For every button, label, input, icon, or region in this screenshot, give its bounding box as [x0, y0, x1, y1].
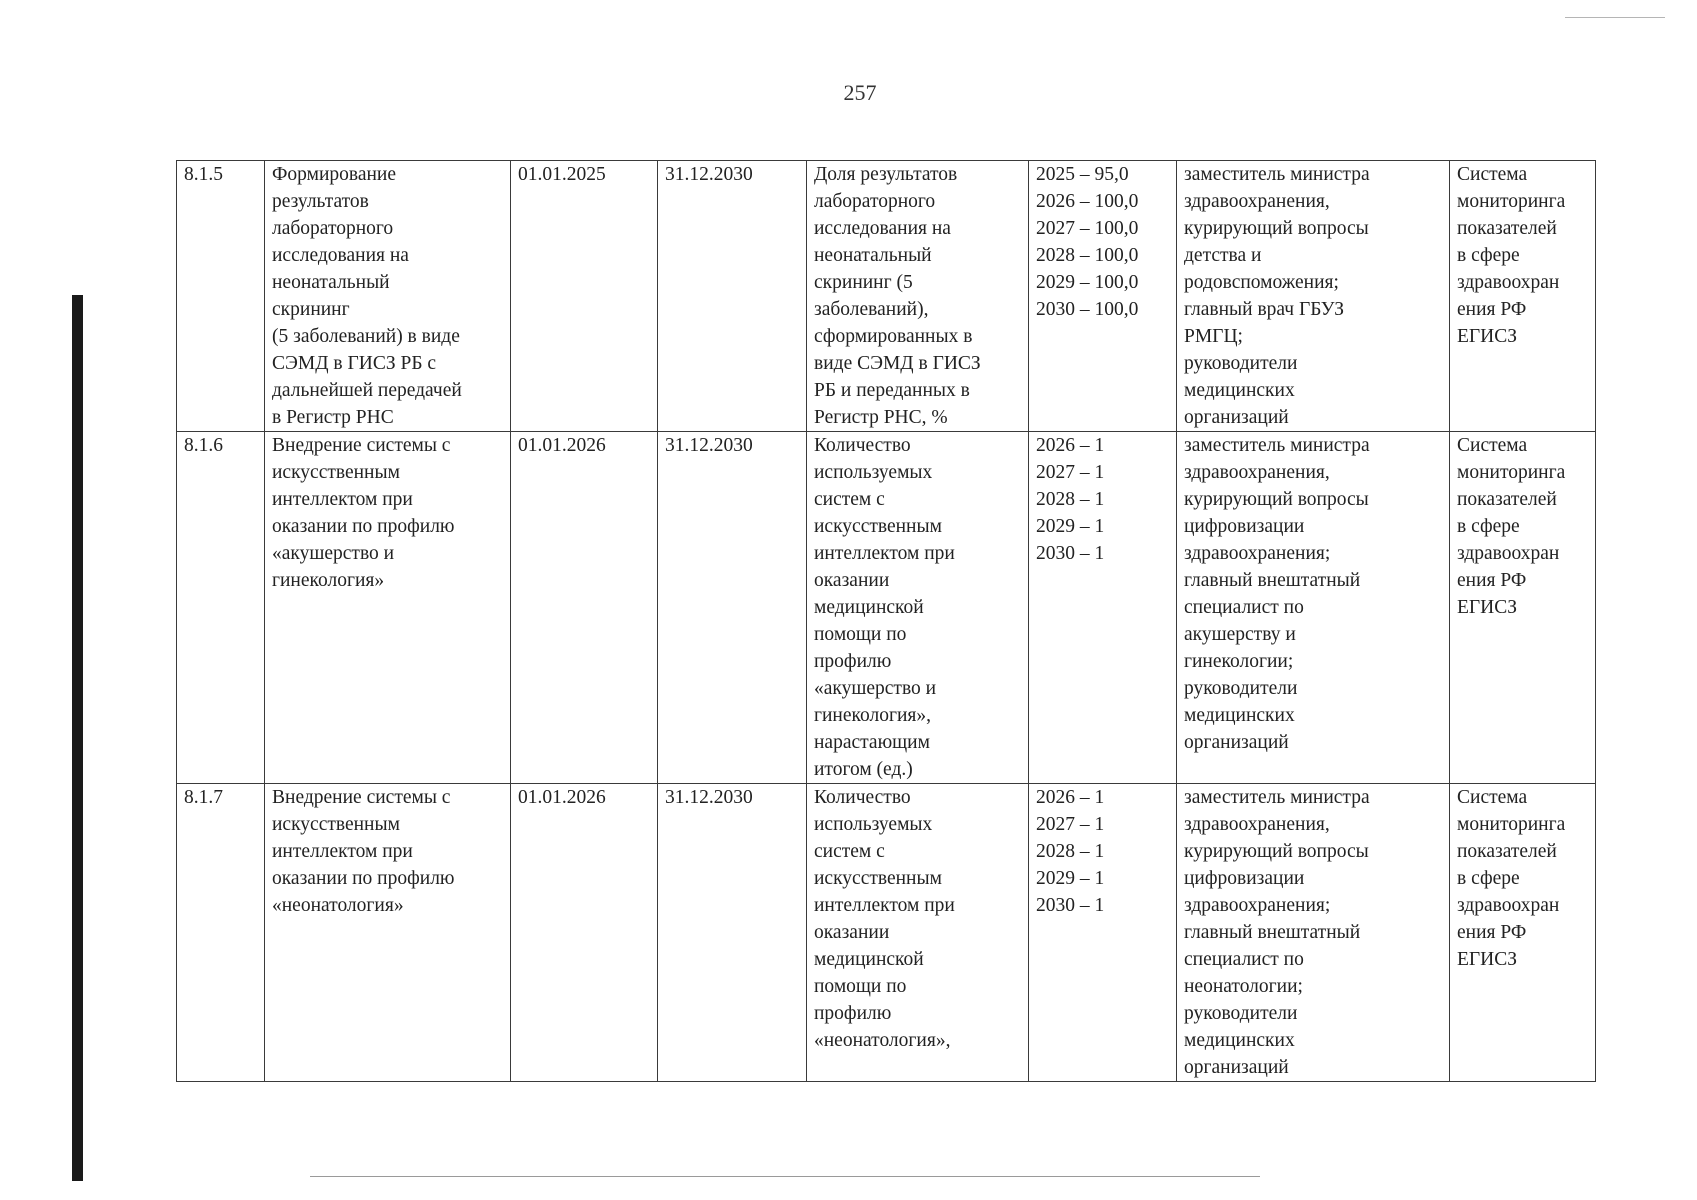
monitoring-system-cell: Система мониторинга показателей в сфере здравоохран ения РФ ЕГИСЗ: [1450, 432, 1596, 784]
indicator-cell: Количество используемых систем с искусственным интеллектом при оказании медицинской помощи по профилю «акушерство и гинекология», нарастающим итогом (ед.): [807, 432, 1029, 784]
table-row: [177, 784, 1596, 1082]
indicator-cell: Доля результатов лабораторного исследования на неонатальный скрининг (5 заболеваний), сформированных в виде СЭМД в ГИСЗ РБ и переданных в Регистр РНС, %: [807, 161, 1029, 432]
scan-artifact-line: [1565, 17, 1665, 18]
indicator-cell: Количество используемых систем с искусственным интеллектом при оказании медицинской помощи по профилю «неонатология»,: [807, 784, 1029, 1082]
table-row: [177, 432, 1596, 784]
end-date-cell: 31.12.2030: [658, 161, 807, 432]
end-date-cell: 31.12.2030: [658, 784, 807, 1082]
responsible-cell: заместитель министра здравоохранения, курирующий вопросы детства и родовспоможения; главный врач ГБУЗ РМГЦ; руководители медицинских организаций: [1177, 161, 1450, 432]
measure-name-cell: Внедрение системы с искусственным интеллектом при оказании по профилю «неонатология»: [265, 784, 511, 1082]
measure-id-cell: 8.1.7: [177, 784, 265, 1082]
monitoring-system-cell: Система мониторинга показателей в сфере здравоохран ения РФ ЕГИСЗ: [1450, 161, 1596, 432]
end-date-cell: 31.12.2030: [658, 432, 807, 784]
measure-id-cell: 8.1.6: [177, 432, 265, 784]
start-date-cell: 01.01.2026: [511, 432, 658, 784]
table-row: [177, 161, 1596, 432]
indicator-values-cell: 2025 – 95,0 2026 – 100,0 2027 – 100,0 2028 – 100,0 2029 – 100,0 2030 – 100,0: [1029, 161, 1177, 432]
start-date-cell: 01.01.2026: [511, 784, 658, 1082]
indicator-values-cell: 2026 – 1 2027 – 1 2028 – 1 2029 – 1 2030 – 1: [1029, 432, 1177, 784]
responsible-cell: заместитель министра здравоохранения, курирующий вопросы цифровизации здравоохранения; главный внештатный специалист по акушерству и гинекологии; руководители медицинских организаций: [1177, 432, 1450, 784]
scan-edge-shadow: [72, 295, 83, 1181]
page-number: 257: [843, 80, 877, 105]
start-date-cell: 01.01.2025: [511, 161, 658, 432]
measures-table: [176, 160, 1596, 1082]
indicator-values-cell: 2026 – 1 2027 – 1 2028 – 1 2029 – 1 2030 – 1: [1029, 784, 1177, 1082]
measure-name-cell: Внедрение системы с искусственным интеллектом при оказании по профилю «акушерство и гинекология»: [265, 432, 511, 784]
responsible-cell: заместитель министра здравоохранения, курирующий вопросы цифровизации здравоохранения; главный внештатный специалист по неонатологии; руководители медицинских организаций: [1177, 784, 1450, 1082]
measure-name-cell: Формирование результатов лабораторного исследования на неонатальный скрининг (5 заболеваний) в виде СЭМД в ГИСЗ РБ с дальнейшей передачей в Регистр РНС: [265, 161, 511, 432]
scan-artifact-line: [310, 1176, 1260, 1177]
measure-id-cell: 8.1.5: [177, 161, 265, 432]
monitoring-system-cell: Система мониторинга показателей в сфере здравоохран ения РФ ЕГИСЗ: [1450, 784, 1596, 1082]
